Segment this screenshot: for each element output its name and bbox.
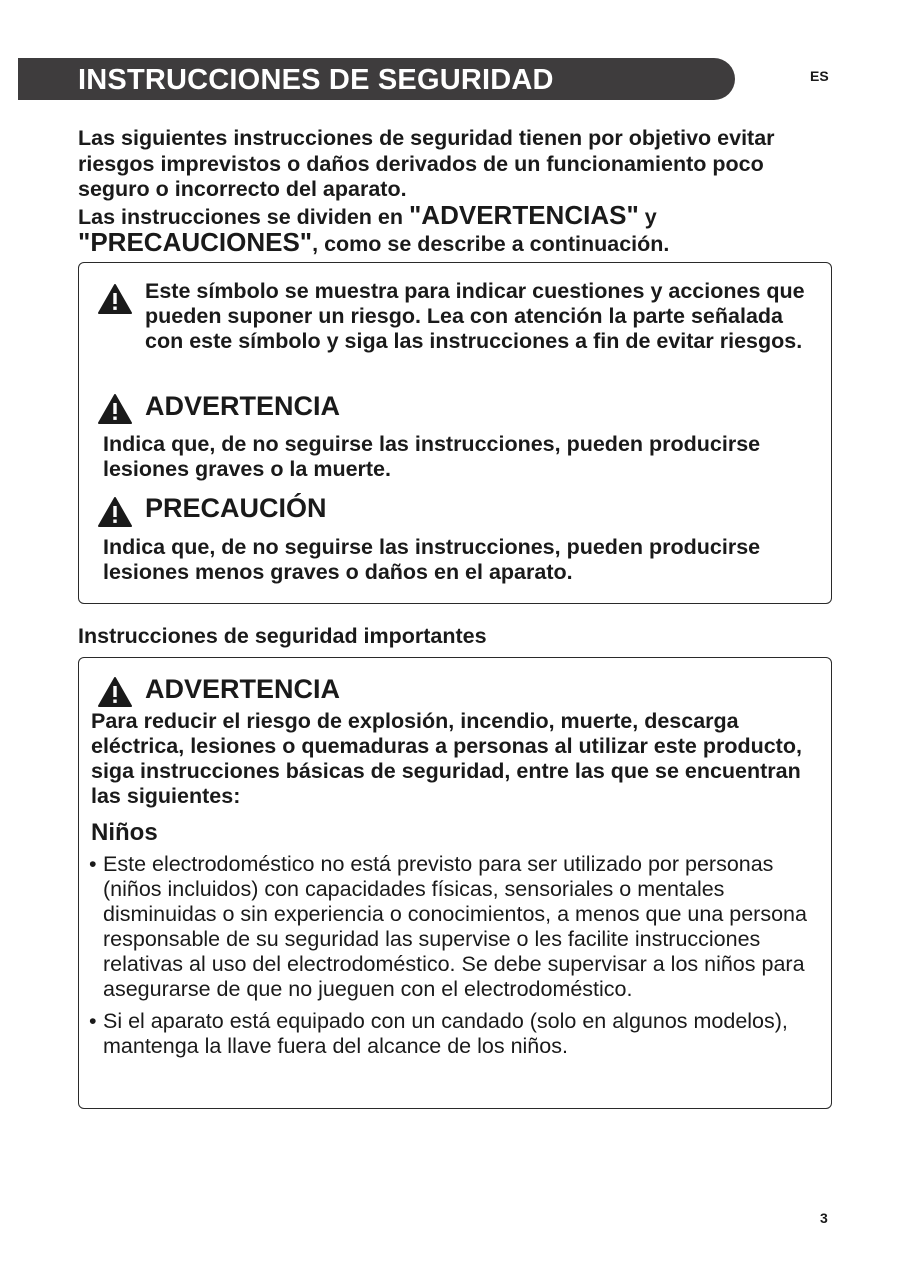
warning-triangle-icon bbox=[97, 283, 133, 315]
bullet-text: Si el aparato está equipado con un candado (solo en algunos modelos), mantenga la llave fuera del alcance de los niños. bbox=[103, 1009, 788, 1058]
bullet-icon: • bbox=[89, 852, 97, 876]
symbol-description: Este símbolo se muestra para indicar cuestiones y acciones que pueden suponer un riesgo. Lea con atención la parte señalada con este símbolo y siga las instrucciones a fin de evitar riesgos. bbox=[145, 279, 805, 353]
bullet-text: Este electrodoméstico no está previsto para ser utilizado por personas (niños incluidos) con capacidades físicas, sensoriales o mentales disminuidas o sin experiencia o conocimientos, a menos que una persona responsable de su seguridad las supervise o les facilite instrucciones relativas al uso del electrodoméstico. Se debe supervisar a los niños para asegurarse de que no jueguen con el electrodoméstico. bbox=[103, 852, 807, 1001]
list-item bbox=[89, 1009, 814, 1059]
caution-triangle-icon bbox=[97, 496, 133, 528]
warning-heading: ADVERTENCIA bbox=[145, 391, 341, 421]
section-title: Instrucciones de seguridad importantes bbox=[78, 624, 487, 648]
page-number: 3 bbox=[820, 1210, 828, 1226]
intro-connector: y bbox=[638, 204, 657, 229]
children-bullet-list bbox=[89, 852, 814, 1066]
page-title: INSTRUCCIONES DE SEGURIDAD bbox=[78, 64, 554, 96]
warning-triangle-icon bbox=[97, 393, 133, 425]
intro-line2-post: , como se describe a continuación. bbox=[312, 232, 670, 256]
term-precauciones: "PRECAUCIONES" bbox=[78, 227, 313, 257]
bullet-icon: • bbox=[89, 1009, 97, 1033]
language-code: ES bbox=[810, 68, 829, 84]
warning-intro: Para reducir el riesgo de explosión, incendio, muerte, descarga eléctrica, lesiones o quemaduras a personas al utilizar este producto, siga instrucciones básicas de seguridad, entre las que se encuentran las siguientes: bbox=[91, 709, 802, 808]
caution-description: Indica que, de no seguirse las instrucciones, pueden producirse lesiones menos graves o daños en el aparato. bbox=[103, 535, 761, 584]
children-heading: Niños bbox=[91, 819, 158, 846]
intro-line1: Las siguientes instrucciones de seguridad tienen por objetivo evitar riesgos imprevistos o daños derivados de un funcionamiento poco seguro o incorrecto del aparato. bbox=[78, 126, 775, 201]
symbol-legend-box bbox=[78, 262, 832, 604]
important-instructions-box bbox=[78, 657, 832, 1109]
intro-paragraph bbox=[78, 126, 838, 258]
caution-heading: PRECAUCIÓN bbox=[145, 493, 327, 523]
intro-line2-pre: Las instrucciones se dividen en bbox=[78, 204, 409, 229]
warning-description: Indica que, de no seguirse las instrucciones, pueden producirse lesiones graves o la muerte. bbox=[103, 432, 761, 481]
warning-triangle-icon bbox=[97, 676, 133, 708]
term-advertencias: "ADVERTENCIAS" bbox=[408, 199, 639, 230]
list-item bbox=[89, 852, 814, 1002]
warning-heading: ADVERTENCIA bbox=[145, 674, 341, 704]
